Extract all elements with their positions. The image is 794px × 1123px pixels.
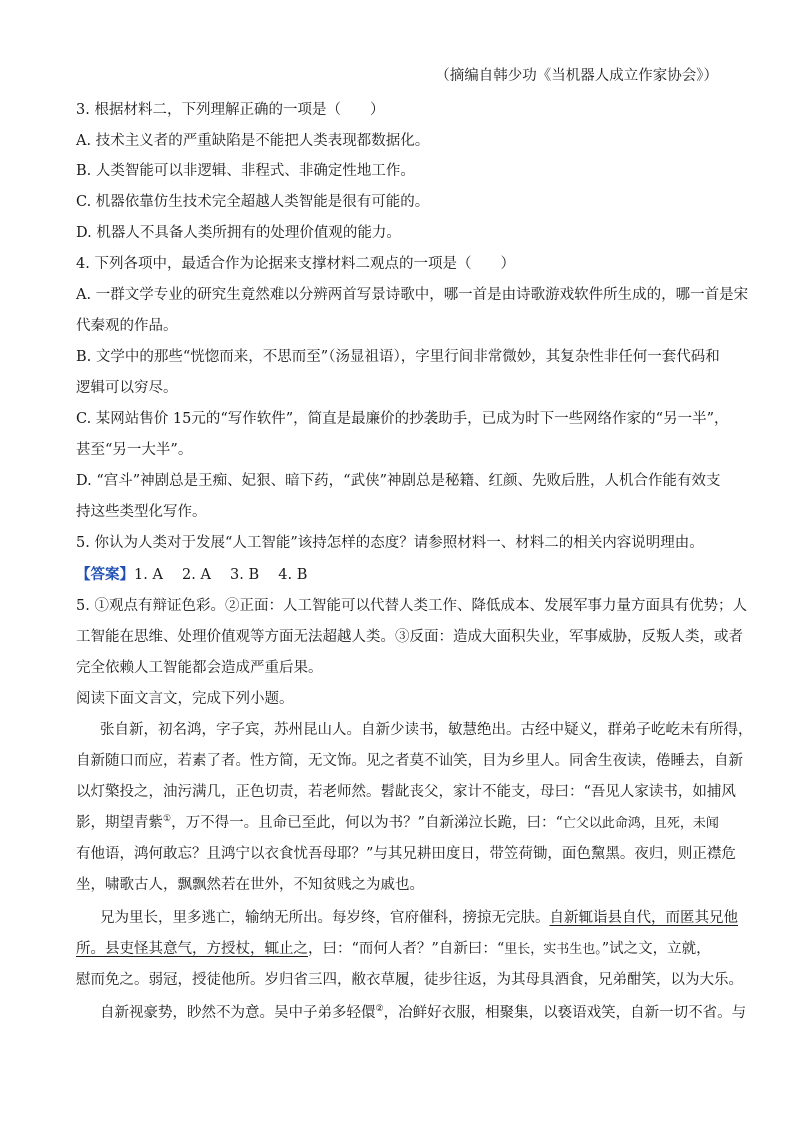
question-4-option-d-line-1: D. “宫斗”神剧总是王痴、妃狠、暗下药，“武侠”神剧总是秘籍、红颜、先败后胜，人机合作能有效支 (76, 473, 721, 489)
question-5-stem: 5. 你认为人类对于发展“人工智能”该持怎样的态度？请参照材料一、材料二的相关内容说明理由。 (76, 535, 704, 551)
question-3-stem: 3. 根据材料二，下列理解正确的一项是（ ） (76, 102, 385, 118)
passage-p3-line-1: 自新视豪势，眇然不为意。吴中子弟多轻儇②，冶鲜好衣服，相聚集，以亵语戏笑，自新一切不省。与 (100, 1004, 747, 1021)
answer-choice-list: 1. A 2. A 3. B 4. B (134, 567, 308, 583)
answer-5-line-2: 工智能在思维、处理价值观等方面无法超越人类。③反面：造成大面积失业，军事威胁，反叛人类，或者 (76, 629, 743, 645)
passage-p1-line-2: 自新随口而应，若素了者。性方简，无文饰。见之者莫不讪笑，目为乡里人。同舍生夜读，倦睡去，自新 (76, 753, 743, 769)
passage-p2-line-3: 慰而免之。弱冠，授徒他所。岁归省三四，敝衣草履，徒步往返，为其母具酒食，兄弟酣笑，以为大乐。 (76, 972, 743, 988)
answer-choices (76, 565, 307, 585)
question-3-option-c: C. 机器依靠仿生技术完全超越人类智能是很有可能的。 (76, 194, 430, 210)
passage-p2-line-1: 兄为里长，里多逃亡，输纳无所出。每岁终，官府催科，搒掠无完肤。自新辄诣县自代，而匿其兄他 (100, 910, 738, 926)
question-4-option-d-line-2: 持这些类型化写作。 (76, 504, 207, 520)
footnote-marker-1: ① (163, 814, 172, 825)
underlined-sentence: 自新辄诣县自代，而匿其兄他 (549, 910, 738, 926)
footnote-marker-2: ② (375, 1004, 384, 1015)
passage-p1-line-5: 有他语，鸿何敢忘？且鸿宁以衣食忧吾母耶？”与其兄耕田度日，带笠荷锄，面色黧黑。夜归，则正襟危 (76, 846, 736, 862)
question-4-option-a-line-2: 代秦观的作品。 (76, 318, 178, 334)
question-4-option-b-line-1: B. 文学中的那些“恍惚而来，不思而至”（汤显祖语），字里行间非常微妙，其复杂性非任何一套代码和 (76, 349, 720, 365)
passage-p1-line-3: 以灯檠投之，油污满几，正色切责，若老师然。髫龀丧父，家计不能支，母曰：“吾见人家读书，如捕风 (76, 784, 736, 800)
underlined-sentence-continued: 所。县吏怪其意气，方授杖，辄止之 (76, 941, 308, 957)
answer-5-line-1: 5. ①观点有辩证色彩。②正面：人工智能可以代替人类工作、降低成本、发展军事力量方面具有优势；人 (76, 598, 747, 614)
question-3-option-a: A. 技术主义者的严重缺陷是不能把人类表现都数据化。 (76, 133, 430, 149)
question-3-option-b: B. 人类智能可以非逻辑、非程式、非确定性地工作。 (76, 163, 415, 179)
passage-p2-line-2: 所。县吏怪其意气，方授杖，辄止之，曰：“而何人者？”自新曰：“里长，实书生也。”试之文，立就， (76, 941, 711, 957)
answer-tag: 【答案】 (76, 566, 134, 583)
question-4-option-b-line-2: 逻辑可以穷尽。 (76, 380, 178, 396)
question-4-option-c-line-2: 甚至“另一大半”。 (76, 442, 193, 458)
answer-5-line-3: 完全依赖人工智能都会造成严重后果。 (76, 660, 323, 676)
reading-instruction: 阅读下面文言文，完成下列小题。 (76, 691, 294, 707)
question-4-option-a-line-1: A. 一群文学专业的研究生竟然难以分辨两首写景诗歌中，哪一首是由诗歌游戏软件所生成的，哪一首是宋 (76, 287, 749, 303)
question-4-stem: 4. 下列各项中，最适合作为论据来支撑材料二观点的一项是（ ） (76, 256, 515, 272)
source-citation: （摘编自韩少功《当机器人成立作家协会》） (435, 68, 718, 84)
question-4-option-c-line-1: C. 某网站售价 15元的“写作软件”，简直是最廉价的抄袭助手，已成为时下一些网络作家的“另一半”， (76, 411, 729, 427)
passage-p1-line-1: 张自新，初名鸿，字子宾，苏州昆山人。自新少读书，敏慧绝出。古经中疑义，群弟子屹屹未有所得， (100, 722, 753, 738)
passage-p1-line-4: 影，期望青紫①，万不得一。且命已至此，何以为书？”自新涕泣长跪，曰：“亡父以此命鸿，且死，未闻 (76, 814, 719, 831)
question-3-option-d: D. 机器人不具备人类所拥有的处理价值观的能力。 (76, 225, 401, 241)
passage-p1-line-6: 坐，啸歌古人，飘飘然若在世外，不知贫贱之为戚也。 (76, 877, 424, 893)
